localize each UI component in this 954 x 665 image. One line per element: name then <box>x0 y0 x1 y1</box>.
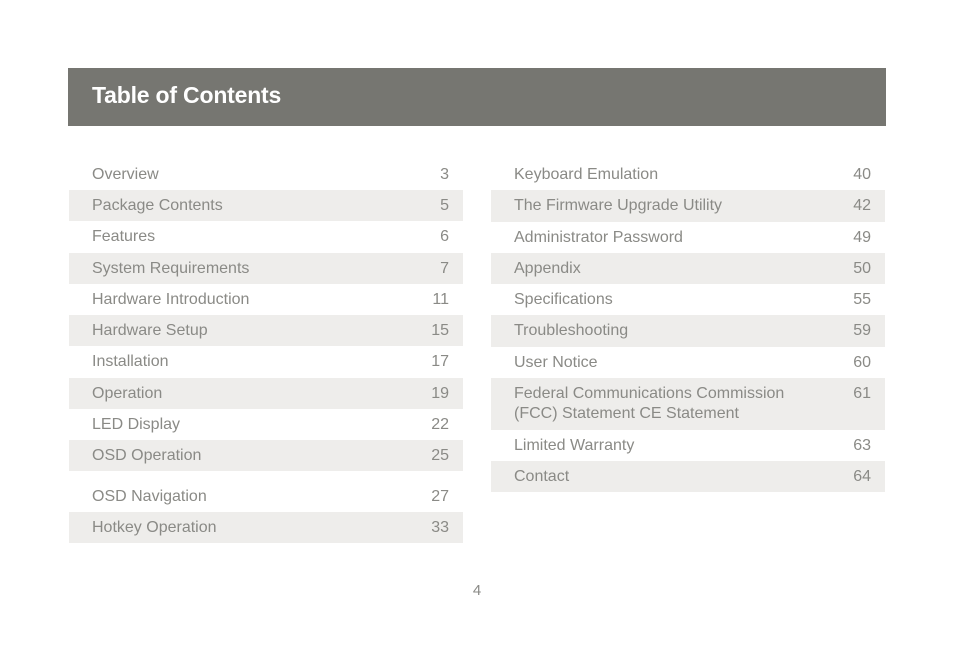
toc-entry-page: 64 <box>853 468 871 485</box>
toc-entry[interactable] <box>491 430 885 461</box>
toc-entry[interactable] <box>491 253 885 284</box>
toc-entry-page: 22 <box>431 416 449 433</box>
toc-entry-label: Package Contents <box>92 197 223 214</box>
toc-entry-page: 50 <box>853 260 871 277</box>
page-number: 4 <box>472 582 482 599</box>
toc-entry[interactable] <box>69 315 463 346</box>
toc-entry-page: 27 <box>431 488 449 505</box>
toc-entry-page: 5 <box>440 197 449 214</box>
toc-entry[interactable] <box>69 440 463 471</box>
toc-entry-page: 7 <box>440 260 449 277</box>
toc-entry-label: Hardware Setup <box>92 322 208 339</box>
toc-entry[interactable] <box>491 378 885 430</box>
toc-entry[interactable] <box>69 221 463 253</box>
toc-entry[interactable] <box>69 284 463 315</box>
toc-entry-label-line1: Federal Communications Commission <box>514 385 785 402</box>
toc-entry[interactable] <box>69 409 463 440</box>
toc-entry-label: Hotkey Operation <box>92 519 217 536</box>
toc-entry-page: 19 <box>431 385 449 402</box>
toc-entry-page: 61 <box>853 385 871 402</box>
toc-entry-page: 59 <box>853 322 871 339</box>
toc-entry-label: OSD Operation <box>92 447 202 464</box>
toc-entry-page: 40 <box>853 166 871 183</box>
toc-entry-label: Limited Warranty <box>514 437 635 454</box>
toc-entry-page: 49 <box>853 229 871 246</box>
toc-entry[interactable] <box>69 159 463 190</box>
toc-entry-label: LED Display <box>92 416 181 433</box>
toc-entry-label: Operation <box>92 385 163 402</box>
page-title: Table of Contents <box>92 82 282 108</box>
toc-entry-page: 11 <box>432 291 449 308</box>
toc-entry-label: Appendix <box>514 260 581 277</box>
toc-entry[interactable] <box>69 346 463 378</box>
toc-entry-page: 15 <box>431 322 449 339</box>
toc-entry-label: Overview <box>92 166 159 183</box>
toc-entry-label: System Requirements <box>92 260 250 277</box>
toc-entry-page: 6 <box>440 228 449 245</box>
toc-entry-page: 55 <box>853 291 871 308</box>
toc-right-column <box>491 159 885 492</box>
toc-entry-label: Administrator Password <box>514 229 683 246</box>
toc-entry-page: 60 <box>853 354 871 371</box>
toc-entry-page: 25 <box>431 447 449 464</box>
toc-entry-page: 3 <box>440 166 449 183</box>
toc-entry[interactable] <box>491 222 885 253</box>
toc-entry-label <box>514 384 784 424</box>
toc-entry-label: Troubleshooting <box>514 322 629 339</box>
toc-entry[interactable] <box>491 347 885 378</box>
toc-entry[interactable] <box>491 315 885 347</box>
toc-entry-label: Specifications <box>514 291 613 308</box>
toc-entry-page: 17 <box>431 353 449 370</box>
toc-entry-page: 63 <box>853 437 871 454</box>
toc-entry[interactable] <box>491 284 885 315</box>
toc-entry[interactable] <box>491 190 885 222</box>
toc-entry-page: 33 <box>431 519 449 536</box>
toc-entry-label: User Notice <box>514 354 598 371</box>
toc-entry[interactable] <box>69 512 463 543</box>
toc-entry[interactable] <box>491 159 885 190</box>
toc-entry[interactable] <box>69 471 463 512</box>
toc-entry-label: Contact <box>514 468 570 485</box>
toc-left-column <box>69 159 463 543</box>
toc-entry[interactable] <box>69 378 463 409</box>
toc-entry-label-line2: (FCC) Statement CE Statement <box>514 405 739 422</box>
toc-entry-label: Hardware Introduction <box>92 291 250 308</box>
toc-entry-label: Keyboard Emulation <box>514 166 659 183</box>
toc-entry-label: Features <box>92 228 156 245</box>
toc-entry-page: 42 <box>853 197 871 214</box>
toc-entry[interactable] <box>69 190 463 221</box>
toc-entry-label: Installation <box>92 353 169 370</box>
toc-header <box>68 68 886 126</box>
toc-entry-label: OSD Navigation <box>92 488 207 505</box>
toc-entry[interactable] <box>491 461 885 492</box>
toc-entry-label: The Firmware Upgrade Utility <box>514 197 723 214</box>
toc-entry[interactable] <box>69 253 463 284</box>
